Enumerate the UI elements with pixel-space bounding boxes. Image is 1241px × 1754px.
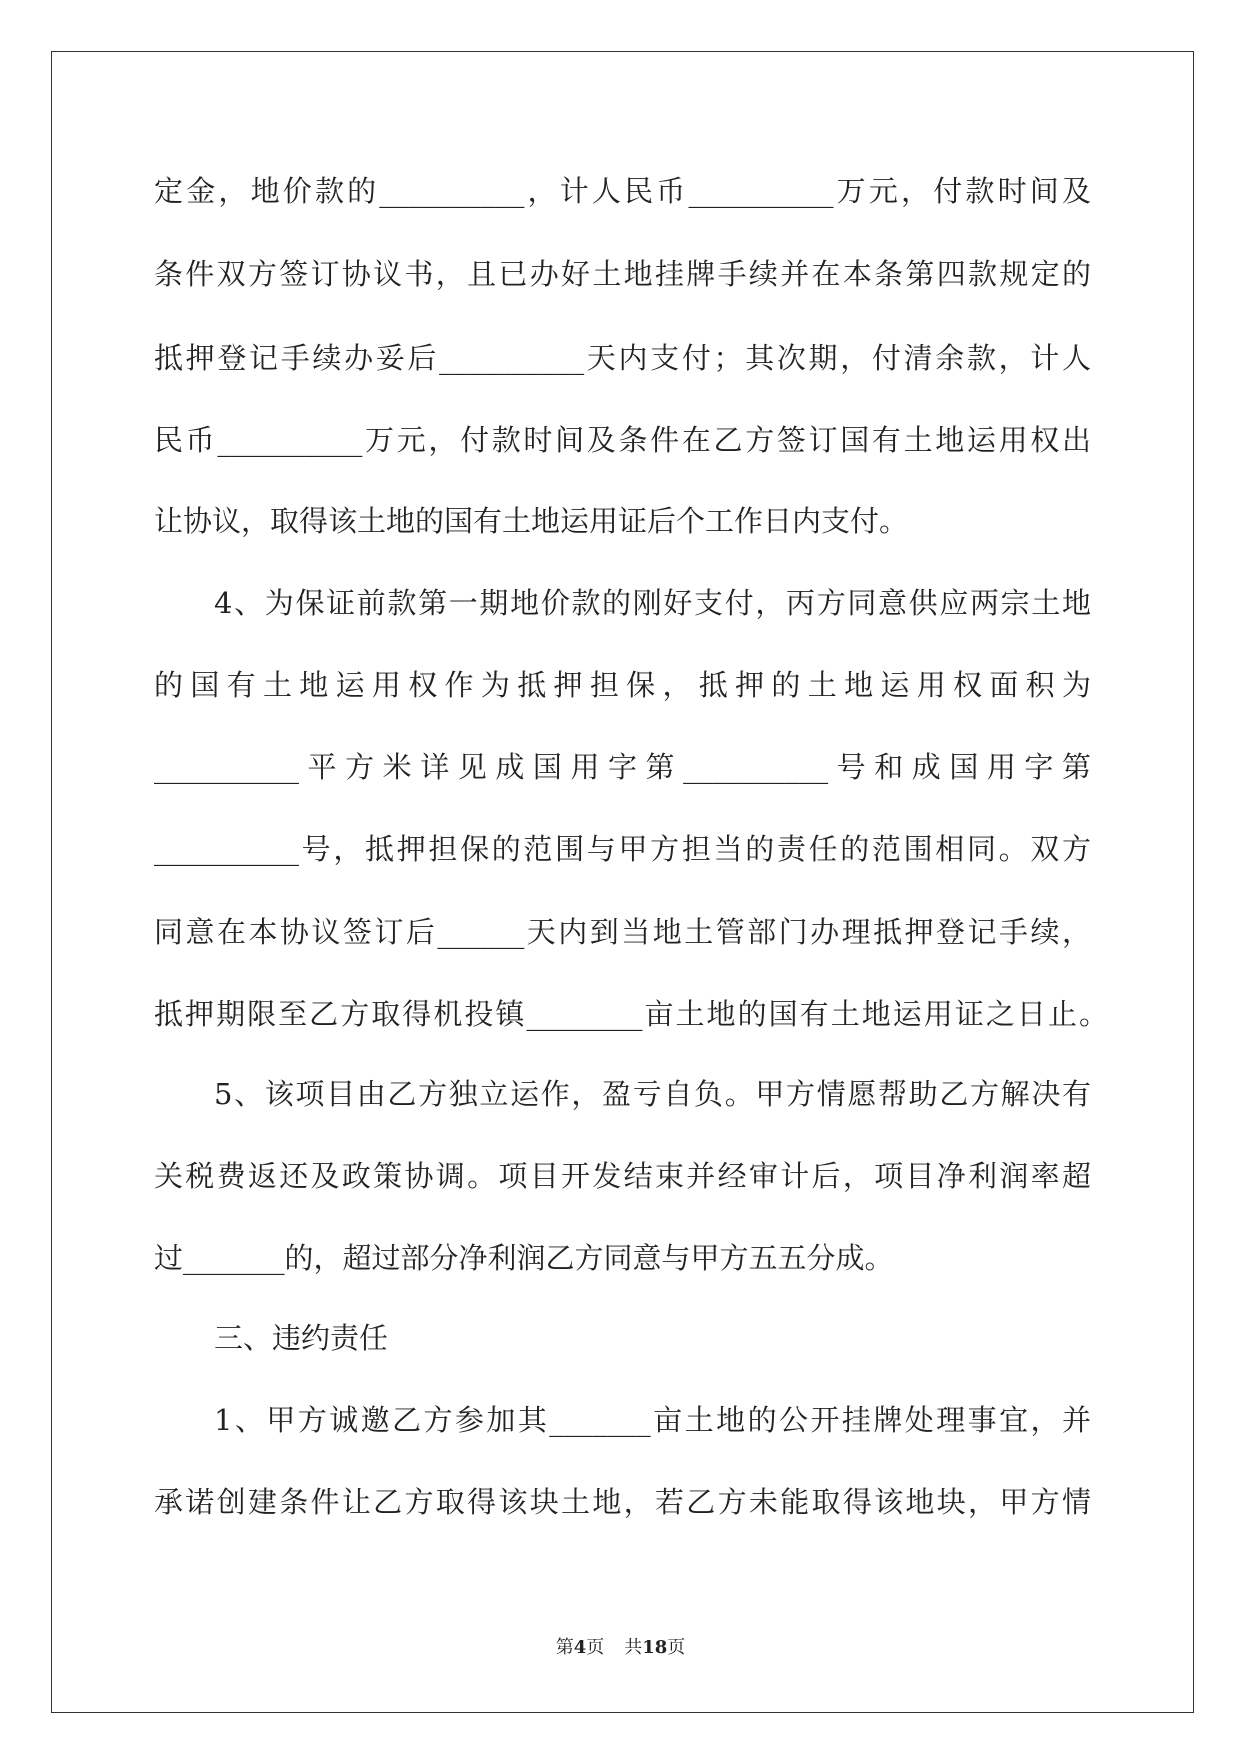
text-line: 关税费返还及政策协调。项目开发结束并经审计后，项目净利润率超 <box>154 1159 1091 1193</box>
paragraph-start-line: 5、该项目由乙方独立运作，盈亏自负。甲方情愿帮助乙方解决有 <box>214 1077 1091 1111</box>
section-heading: 三、违约责任 <box>214 1321 389 1355</box>
text-line: 抵押登记手续办妥后__________天内支付；其次期，付清余款，计人 <box>154 341 1091 375</box>
text-line: 民币__________万元，付款时间及条件在乙方签订国有土地运用权出 <box>154 423 1091 457</box>
paragraph-start-line: 1、甲方诚邀乙方参加其_______亩土地的公开挂牌处理事宜，并 <box>214 1403 1091 1437</box>
text-line: 同意在本协议签订后______天内到当地土管部门办理抵押登记手续， <box>154 915 1091 949</box>
text-line: 过_______的，超过部分净利润乙方同意与甲方五五分成。 <box>154 1241 894 1275</box>
page-border <box>51 51 1194 1713</box>
text-line: 定金，地价款的__________，计人民币__________万元，付款时间及 <box>154 174 1091 208</box>
paragraph-start-line: 4、为保证前款第一期地价款的刚好支付，丙方同意供应两宗土地 <box>214 586 1091 620</box>
page-footer <box>0 1636 1241 1660</box>
text-line: 抵押期限至乙方取得机投镇________亩土地的国有土地运用证之日止。 <box>154 997 1108 1031</box>
page-total-label: 共18页 <box>624 1637 686 1658</box>
text-line: __________号，抵押担保的范围与甲方担当的责任的范围相同。双方 <box>154 832 1091 866</box>
text-line: __________平方米详见成国用字第__________号和成国用字第 <box>154 750 1091 784</box>
text-line: 条件双方签订协议书，且已办好土地挂牌手续并在本条第四款规定的 <box>154 257 1091 291</box>
text-line: 承诺创建条件让乙方取得该块土地，若乙方未能取得该地块，甲方情 <box>154 1485 1091 1519</box>
page-number-label: 第4页 <box>555 1637 605 1658</box>
text-line: 让协议，取得该土地的国有土地运用证后个工作日内支付。 <box>154 504 909 538</box>
text-line: 的国有土地运用权作为抵押担保，抵押的土地运用权面积为 <box>154 668 1091 702</box>
